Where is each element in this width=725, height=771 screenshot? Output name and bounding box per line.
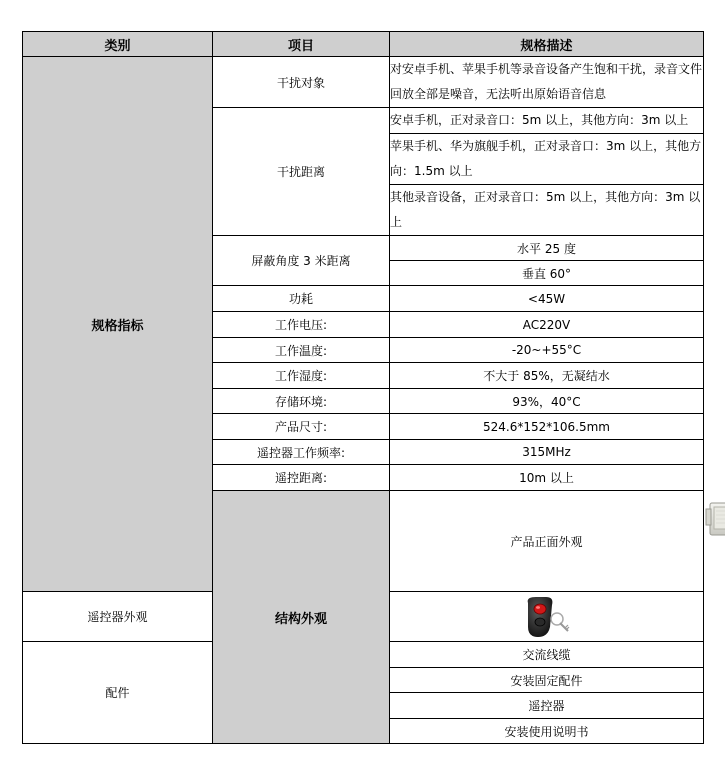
val-size: 524.6*152*106.5mm xyxy=(390,414,704,440)
header-row xyxy=(23,32,704,57)
item-shield-angle: 屏蔽角度 3 米距离 xyxy=(213,236,390,286)
desc-distance-other: 其他录音设备，正对录音口：5m 以上，其他方向：3m 以上 xyxy=(390,185,704,236)
header-item: 项目 xyxy=(213,32,390,57)
accessory-item: 遥控器 xyxy=(390,693,704,719)
item-interference-distance: 干扰距离 xyxy=(213,108,390,236)
item-humidity: 工作湿度: xyxy=(213,363,390,389)
header-description: 规格描述 xyxy=(390,32,704,57)
val-storage: 93%，40°C xyxy=(390,389,704,414)
desc-interference-target: 对安卓手机、苹果手机等录音设备产生饱和干扰，录音文件回放全部是噪音，无法听出原始语音信息 xyxy=(390,57,704,108)
val-temperature: -20~+55°C xyxy=(390,338,704,363)
remote-control-image xyxy=(522,595,572,639)
val-humidity: 不大于 85%，无凝结水 xyxy=(390,363,704,389)
item-accessories: 配件 xyxy=(23,642,213,744)
category-spec: 规格指标 xyxy=(23,57,213,592)
val-frequency: 315MHz xyxy=(390,440,704,465)
item-interference-target: 干扰对象 xyxy=(213,57,390,108)
product-device-image xyxy=(704,499,725,583)
desc-distance-android: 安卓手机，正对录音口：5m 以上，其他方向：3m 以上 xyxy=(390,108,704,134)
val-vertical: 垂直 60° xyxy=(390,261,704,286)
accessory-item: 安装固定配件 xyxy=(390,668,704,693)
val-remote-distance: 10m 以上 xyxy=(390,465,704,491)
accessory-item: 安装使用说明书 xyxy=(390,719,704,744)
accessory-item: 交流线缆 xyxy=(390,642,704,668)
remote-view-image-cell xyxy=(390,592,704,642)
item-voltage: 工作电压: xyxy=(213,312,390,338)
desc-distance-apple: 苹果手机、华为旗舰手机，正对录音口：3m 以上，其他方向：1.5m 以上 xyxy=(390,134,704,185)
val-voltage: AC220V xyxy=(390,312,704,338)
item-storage: 存储环境: xyxy=(213,389,390,414)
spec-table xyxy=(22,31,704,744)
item-temperature: 工作温度: xyxy=(213,338,390,363)
item-power: 功耗 xyxy=(213,286,390,312)
item-remote-view: 遥控器外观 xyxy=(23,592,213,642)
val-horizontal: 水平 25 度 xyxy=(390,236,704,261)
header-category: 类别 xyxy=(23,32,213,57)
category-structure: 结构外观 xyxy=(213,491,390,744)
item-remote-distance: 遥控距离: xyxy=(213,465,390,491)
table-row xyxy=(23,57,704,108)
item-front-view: 产品正面外观 xyxy=(390,491,704,592)
val-power: <45W xyxy=(390,286,704,312)
item-size: 产品尺寸: xyxy=(213,414,390,440)
item-frequency: 遥控器工作频率: xyxy=(213,440,390,465)
